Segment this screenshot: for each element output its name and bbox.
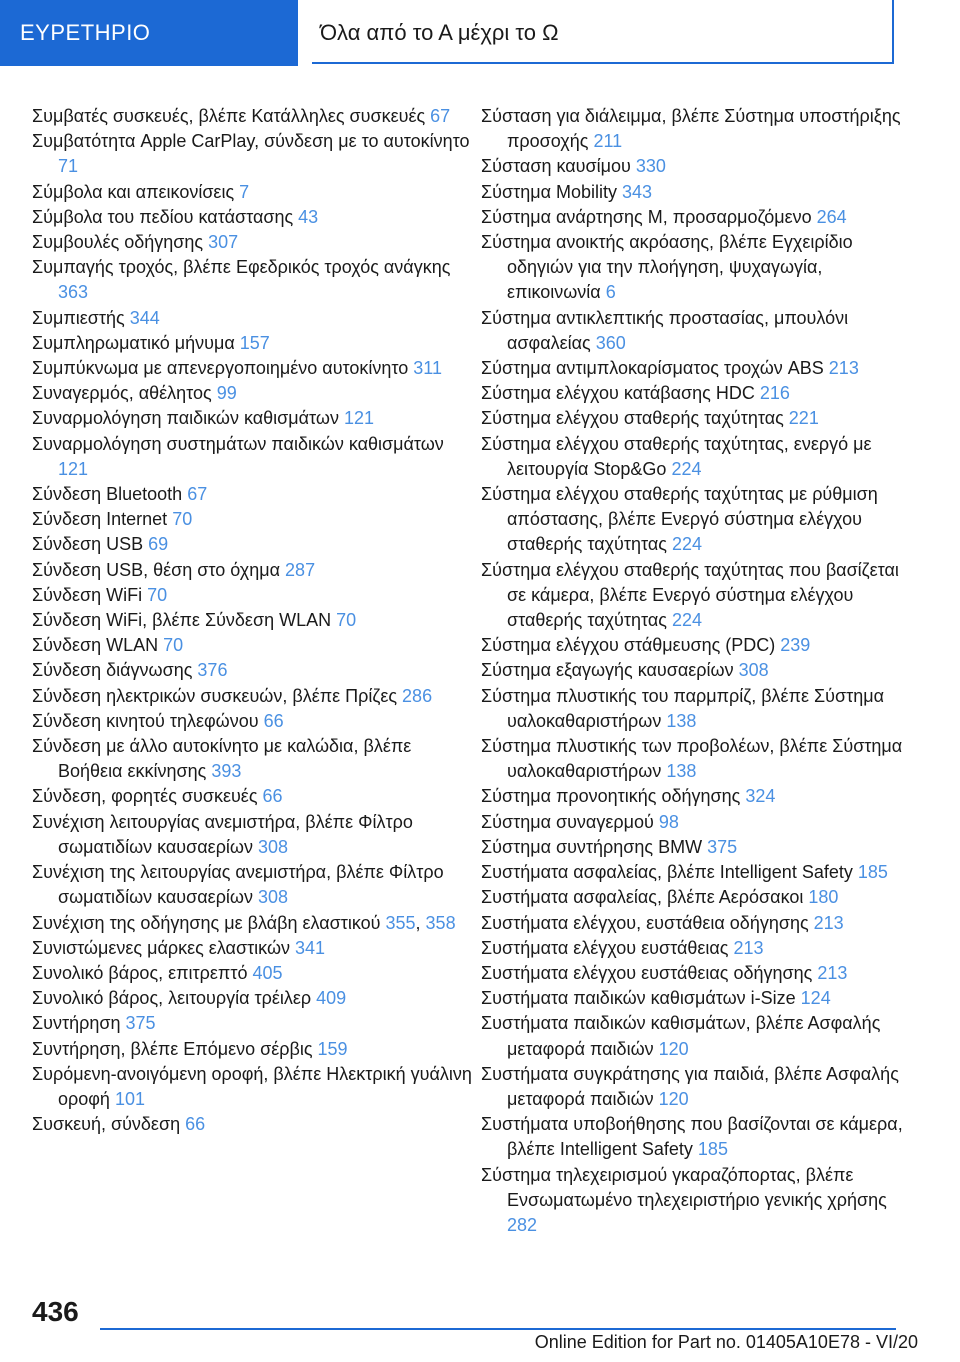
index-entry-text: Σύμβολα και απεικονίσεις: [32, 181, 240, 202]
index-entry-text: Σύνδεση WiFi, βλέπε Σύνδεση WLAN: [32, 610, 337, 631]
index-entry: [32, 331, 472, 356]
index-entry: [481, 658, 921, 683]
page-link[interactable]: 341: [295, 937, 326, 958]
page-link[interactable]: 239: [780, 635, 811, 656]
page-number: 436: [32, 1296, 79, 1327]
index-entry: [32, 658, 472, 683]
page-link[interactable]: 120: [658, 1038, 689, 1059]
index-entry: [32, 784, 472, 809]
footer-divider: [100, 1328, 896, 1330]
index-entry-text: Σύνδεση, φορητές συσκευές: [32, 786, 263, 807]
index-entry-text: Συντήρηση: [32, 1013, 126, 1034]
page-link[interactable]: 66: [263, 710, 284, 731]
page-link[interactable]: 344: [129, 307, 160, 328]
index-entry: [32, 734, 472, 784]
index-entry-text: Σύστημα πλυστικής των προβολέων, βλέπε Σύστημα υαλοκαθαριστήρων: [481, 736, 903, 782]
page-link[interactable]: 99: [216, 383, 237, 404]
index-entry: [32, 986, 472, 1011]
footer-edition: Online Edition for Part no. 01405A10E78 - VI/20: [534, 1332, 918, 1352]
page-link[interactable]: 405: [252, 962, 283, 983]
index-entry-text: Σύστημα προνοητικής οδήγησης: [481, 786, 746, 807]
index-entry-text: Συστήματα παιδικών καθισμάτων i-Size: [481, 988, 801, 1009]
index-entry: [32, 180, 472, 205]
index-entry-text: Συντήρηση, βλέπε Επόμενο σέρβις: [32, 1038, 318, 1059]
index-entry: [481, 835, 921, 860]
index-entry: [32, 583, 472, 608]
page-link[interactable]: 43: [298, 206, 319, 227]
index-entry: [32, 230, 472, 255]
page-link[interactable]: 343: [622, 181, 653, 202]
index-entry-text: Σύστημα ελέγχου σταθερής ταχύτητας με ρύθμιση απόστασης, βλέπε Ενεργό σύστημα ελέγχου σταθερής ταχύτητας: [481, 484, 878, 555]
page-link[interactable]: 311: [413, 358, 442, 379]
index-entry-text: Σύνδεση WiFi: [32, 584, 148, 605]
index-entry: [32, 936, 472, 961]
index-entry: [481, 936, 921, 961]
index-entry: Συνέχιση της οδήγησης με βλάβη ελαστικού 355, 358: [32, 912, 456, 933]
index-entry-text: Συναρμολόγηση συστημάτων παιδικών καθισμάτων: [32, 433, 444, 454]
page-link[interactable]: 213: [828, 358, 859, 379]
index-entry: [481, 154, 921, 179]
index-entry-text: Σύστημα ανάρτησης M, προσαρμοζόμενο: [481, 206, 817, 227]
index-entry-text: Συνολικό βάρος, επιτρεπτό: [32, 962, 253, 983]
index-entry: [32, 255, 472, 305]
index-entry-text: Συμπιεστής: [32, 307, 130, 328]
index-entry-text: Σύμβολα του πεδίου κατάστασης: [32, 206, 299, 227]
index-entry: [32, 1011, 472, 1036]
index-entry-text: Σύνδεση κινητού τηλεφώνου: [32, 710, 264, 731]
page-link[interactable]: 71: [58, 156, 79, 177]
page-link[interactable]: 224: [671, 458, 702, 479]
index-entry: [32, 608, 472, 633]
index-entry: [481, 432, 921, 482]
index-entry-text: Σύστημα συναγερμού: [481, 811, 659, 832]
index-entry-text: Σύστημα ανοικτής ακρόασης, βλέπε Εγχειρίδιο οδηγιών για την πλοήγηση, ψυχαγωγία, επικοινωνία: [481, 232, 853, 303]
index-entry: [481, 482, 921, 558]
index-entry: [481, 684, 921, 734]
page-link[interactable]: 213: [817, 962, 848, 983]
index-entry-text: Σύστημα ελέγχου σταθερής ταχύτητας: [481, 408, 789, 429]
page-link[interactable]: 211: [593, 131, 623, 152]
page-link[interactable]: 308: [738, 660, 769, 681]
page-link[interactable]: 221: [788, 408, 819, 429]
index-entry-text: Σύνδεση Bluetooth: [32, 484, 188, 505]
index-entry: [32, 532, 472, 557]
page-link[interactable]: 308: [258, 887, 289, 908]
index-entry-text: Συμπληρωματικό μήνυμα: [32, 332, 240, 353]
index-entry-text: Σύστημα Mobility: [481, 181, 622, 202]
index-entry-text: Συμβουλές οδήγησης: [32, 232, 209, 253]
page-link[interactable]: 375: [707, 836, 738, 857]
index-entry: [481, 381, 921, 406]
index-entry: [32, 810, 472, 860]
index-entry: [481, 633, 921, 658]
index-entry: [481, 1112, 921, 1162]
index-entry-text: Σύστημα αντιμπλοκαρίσματος τροχών ABS: [481, 358, 829, 379]
page-link[interactable]: 157: [239, 332, 270, 353]
index-entry-text: Σύστημα εξαγωγής καυσαερίων: [481, 660, 739, 681]
page-link[interactable]: 70: [172, 509, 193, 530]
index-entry-text: Σύστημα ελέγχου στάθμευσης (PDC): [481, 635, 781, 656]
index-entry: [32, 684, 472, 709]
page-link[interactable]: 286: [402, 685, 433, 706]
index-entry: [481, 810, 921, 835]
index-entry: [32, 860, 472, 910]
page-link[interactable]: 324: [745, 786, 776, 807]
page-link[interactable]: 66: [262, 786, 283, 807]
index-entry: [481, 356, 921, 381]
page-link[interactable]: 330: [635, 156, 666, 177]
page-link[interactable]: 121: [343, 408, 374, 429]
page-link[interactable]: 138: [666, 710, 697, 731]
index-entry: [32, 482, 472, 507]
index-entry: [481, 406, 921, 431]
index-entry-text: Σύνδεση Internet: [32, 509, 173, 530]
index-column-left: [32, 104, 472, 1137]
index-entry-text: Σύστημα ελέγχου σταθερής ταχύτητας που βασίζεται σε κάμερα, βλέπε Ενεργό σύστημα ελέγχου σταθερής ταχύτητας: [481, 559, 899, 631]
index-entry-text: Συστήματα υποβοήθησης που βασίζονται σε κάμερα, βλέπε Intelligent Safety: [481, 1114, 903, 1160]
index-entry-text: Συστήματα συγκράτησης για παιδιά, βλέπε Ασφαλής μεταφορά παιδιών: [481, 1063, 899, 1109]
index-entry-text: Συρόμενη-ανοιγόμενη οροφή, βλέπε Ηλεκτρική γυάλινη οροφή: [32, 1063, 472, 1109]
section-title: Όλα από το Α μέχρι το Ω: [312, 0, 894, 64]
index-entry-text: Συσκευή, σύνδεση: [32, 1114, 186, 1135]
page-link[interactable]: 121: [58, 458, 89, 479]
page-link[interactable]: 185: [697, 1139, 728, 1160]
index-entry-text: Συμπαγής τροχός, βλέπε Εφεδρικός τροχός ανάγκης: [32, 257, 451, 278]
page-link[interactable]: 307: [208, 232, 239, 253]
index-entry-text: Συστήματα ελέγχου, ευστάθεια οδήγησης: [481, 912, 814, 933]
index-entry: [32, 558, 472, 583]
page-link[interactable]: 213: [813, 912, 844, 933]
index-entry: [32, 1062, 472, 1112]
index-entry: [481, 784, 921, 809]
index-entry: [481, 230, 921, 306]
index-entry-text: Σύστημα αντικλεπτικής προστασίας, μπουλόνι ασφαλείας: [481, 307, 849, 353]
page-link[interactable]: 101: [114, 1088, 145, 1109]
page-link[interactable]: 355: [385, 912, 416, 933]
page-link[interactable]: 185: [857, 862, 888, 883]
index-entry: [32, 306, 472, 331]
page-link[interactable]: 358: [425, 912, 456, 933]
page-link[interactable]: 120: [658, 1088, 689, 1109]
page-link[interactable]: 180: [808, 887, 839, 908]
index-entry: [32, 432, 472, 482]
index-entry: [481, 558, 921, 634]
index-entry-text: Σύνδεση WLAN: [32, 635, 164, 656]
page-link[interactable]: 287: [285, 559, 316, 580]
index-entry: [481, 961, 921, 986]
page-link[interactable]: 70: [163, 635, 184, 656]
index-entry: [32, 961, 472, 986]
index-entry-text: Συμβατότητα Apple CarPlay, σύνδεση με το αυτοκίνητο: [32, 131, 470, 152]
page-link[interactable]: 216: [759, 383, 790, 404]
index-entry-text: Συμπύκνωμα με απενεργοποιημένο αυτοκίνητο: [32, 358, 414, 379]
index-entry-text: Συστήματα ελέγχου ευστάθειας: [481, 937, 734, 958]
index-entry-text: Συνέχιση της λειτουργίας ανεμιστήρα, βλέπε Φίλτρο σωματιδίων καυσαερίων: [32, 862, 444, 908]
index-entry: [32, 356, 472, 381]
index-entry: [481, 911, 921, 936]
index-entry: [481, 1062, 921, 1112]
index-entry: [32, 104, 472, 129]
page-link[interactable]: 213: [733, 937, 764, 958]
page-link[interactable]: 69: [148, 534, 169, 555]
index-entry: [32, 1037, 472, 1062]
index-entry: [32, 406, 472, 431]
index-entry-text: Σύστημα ελέγχου κατάβασης HDC: [481, 383, 760, 404]
page-link[interactable]: 7: [239, 181, 250, 202]
index-entry: [481, 205, 921, 230]
page-link[interactable]: 66: [185, 1114, 206, 1135]
index-column-right: [481, 104, 921, 1238]
index-entry: [32, 1112, 472, 1137]
section-tab-index[interactable]: ΕΥΡΕΤΗΡΙΟ: [0, 0, 298, 66]
page-link[interactable]: 138: [666, 761, 697, 782]
index-entry-text: Σύστημα συντήρησης BMW: [481, 836, 708, 857]
index-entry: [481, 1163, 921, 1239]
index-entry: [481, 986, 921, 1011]
index-entry-text: Συναρμολόγηση παιδικών καθισμάτων: [32, 408, 344, 429]
index-entry: [481, 180, 921, 205]
index-entry: [32, 709, 472, 734]
index-entry: [32, 205, 472, 230]
index-entry-text: Συνέχιση της οδήγησης με βλάβη ελαστικού: [32, 912, 386, 933]
page-link[interactable]: 67: [430, 106, 451, 126]
index-entry-text: Συμβατές συσκευές, βλέπε Κατάλληλες συσκευές: [32, 106, 431, 126]
page-link[interactable]: 360: [595, 332, 626, 353]
index-entry-text: Συνολικό βάρος, λειτουργία τρέιλερ: [32, 988, 317, 1009]
index-entry-text: Συστήματα ασφαλείας, βλέπε Intelligent Safety: [481, 862, 858, 883]
page-link[interactable]: 282: [507, 1214, 538, 1235]
index-entry: [481, 885, 921, 910]
index-entry-text: Συνιστώμενες μάρκες ελαστικών: [32, 937, 296, 958]
page-header: [0, 0, 960, 66]
index-entry-text: Σύνδεση διάγνωσης: [32, 660, 198, 681]
page-link[interactable]: 70: [147, 584, 168, 605]
page-link[interactable]: 264: [816, 206, 847, 227]
index-entry-text: Συστήματα ασφαλείας, βλέπε Αερόσακοι: [481, 887, 809, 908]
index-entry-text: Συνέχιση λειτουργίας ανεμιστήρα, βλέπε Φίλτρο σωματιδίων καυσαερίων: [32, 811, 413, 857]
index-entry-text: Σύνδεση USB, θέση στο όχημα: [32, 559, 286, 580]
page-link[interactable]: 393: [211, 761, 242, 782]
index-entry-text: Σύσταση καυσίμου: [481, 156, 636, 177]
index-entry-text: Σύνδεση με άλλο αυτοκίνητο με καλώδια, βλέπε Βοήθεια εκκίνησης: [32, 736, 412, 782]
index-entry: [481, 734, 921, 784]
index-entry: [481, 860, 921, 885]
index-entry-text: Συστήματα παιδικών καθισμάτων, βλέπε Ασφαλής μεταφορά παιδιών: [481, 1013, 881, 1059]
page-link[interactable]: 375: [125, 1013, 156, 1034]
index-entry: [32, 129, 472, 179]
page-link[interactable]: 6: [605, 282, 616, 303]
index-entry: [32, 381, 472, 406]
page-link[interactable]: 159: [317, 1038, 348, 1059]
index-entry-text: Σύστημα τηλεχειρισμού γκαραζόπορτας, βλέπε Ενσωματωμένο τηλεχειριστήριο γενικής χρήσης: [481, 1164, 887, 1210]
page-link[interactable]: 376: [197, 660, 228, 681]
index-entry-text: Σύσταση για διάλειμμα, βλέπε Σύστημα υποστήριξης προσοχής: [481, 106, 901, 152]
page-link[interactable]: 70: [336, 610, 357, 631]
index-entry: [32, 507, 472, 532]
index-entry-text: Συναγερμός, αθέλητος: [32, 383, 217, 404]
index-entry-text: Συστήματα ελέγχου ευστάθειας οδήγησης: [481, 962, 818, 983]
page-link[interactable]: 308: [258, 836, 289, 857]
index-entry: [481, 1011, 921, 1061]
page-link[interactable]: 124: [800, 988, 831, 1009]
index-entry: [32, 633, 472, 658]
page-link[interactable]: 224: [671, 534, 702, 555]
index-entry-text: Σύνδεση USB: [32, 534, 149, 555]
page-link[interactable]: 67: [187, 484, 208, 505]
index-entry: [481, 306, 921, 356]
index-entry-text: Σύστημα ελέγχου σταθερής ταχύτητας, ενεργό με λειτουργία Stop&Go: [481, 433, 872, 479]
index-entry-text: Σύνδεση ηλεκτρικών συσκευών, βλέπε Πρίζες: [32, 685, 403, 706]
index-entry: [481, 104, 921, 154]
page-link[interactable]: 224: [671, 610, 702, 631]
page-link[interactable]: 409: [316, 988, 347, 1009]
index-entry-text: Σύστημα πλυστικής του παρμπρίζ, βλέπε Σύστημα υαλοκαθαριστήρων: [481, 685, 885, 731]
page-link[interactable]: 363: [58, 282, 89, 303]
page-link[interactable]: 98: [658, 811, 679, 832]
